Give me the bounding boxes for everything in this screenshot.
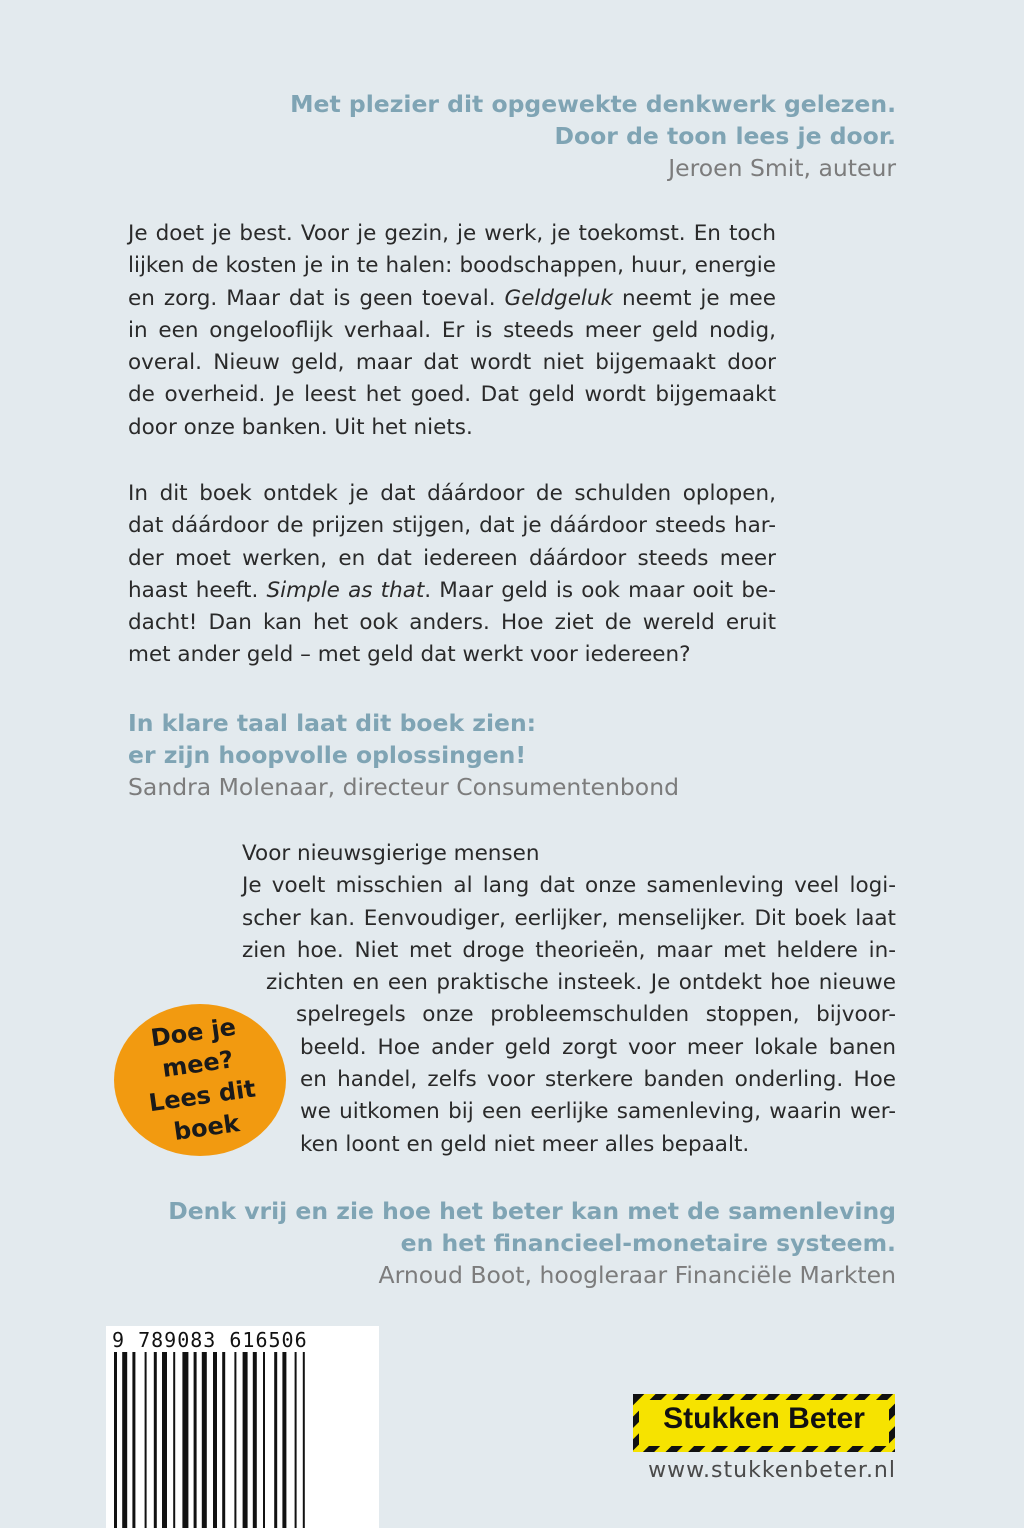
barcode-bar (202, 1352, 207, 1528)
text-line: zichten en een praktische insteek. Je ontdekt hoe nieuwe (266, 970, 896, 996)
quote-author: Arnoud Boot, hoogleraar Financiële Markten (378, 1261, 896, 1289)
quote-author: Sandra Molenaar, directeur Consumentenbond (128, 773, 679, 801)
logo-text: Stukken Beter (663, 1402, 865, 1435)
text-line: de overheid. Je leest het goed. Dat geld wordt bijgemaakt (128, 382, 776, 408)
quote-jeroen-smit (290, 88, 896, 184)
barcode-bar (145, 1352, 147, 1528)
text-line: in een ongelooflijk verhaal. Er is steeds meer geld nodig, (128, 317, 776, 343)
section-heading: Voor nieuwsgierige mensen (242, 841, 540, 866)
text-fragment: en zorg. Maar dat is geen toeval. (128, 285, 505, 311)
quote-line: en het financieel-monetaire systeem. (400, 1229, 896, 1257)
text-line: en handel, zelfs voor sterkere banden onderling. Hoe (300, 1067, 896, 1093)
intro-paragraph (128, 218, 776, 444)
quote-line: Denk vrij en zie hoe het beter kan met de samenleving (168, 1197, 896, 1225)
barcode-bar (263, 1352, 265, 1528)
italic-phrase: Simple as that (266, 577, 425, 603)
text-line: scher kan. Eenvoudiger, eerlijker, menselijker. Dit boek laat (242, 905, 896, 931)
badge-text: Doe je mee? Lees dit boek (147, 1012, 258, 1146)
text-fragment: . Maar geld is ook maar ooit be- (424, 577, 776, 603)
text-line: Je doet je best. Voor je gezin, je werk, je toekomst. En toch (128, 221, 776, 246)
text-line (128, 283, 776, 315)
call-to-action-badge (114, 1004, 286, 1156)
barcode-bar (114, 1352, 117, 1528)
text-line: zien hoe. Niet met droge theorieën, maar met heldere in- (242, 937, 896, 963)
text-line: beeld. Hoe ander geld zorgt voor meer lokale banen (300, 1034, 896, 1060)
barcode-bar (182, 1352, 188, 1528)
barcode-bar (282, 1352, 286, 1528)
text-fragment: neemt je mee (612, 285, 776, 311)
book-title-italic: Geldgeluk (504, 285, 613, 311)
barcode-bar (253, 1352, 257, 1528)
text-line: der moet werken, en dat iedereen dáárdoor steeds meer (128, 545, 776, 571)
barcode-bar (162, 1352, 167, 1528)
barcode-bar (303, 1352, 305, 1528)
publisher-logo (633, 1394, 895, 1452)
barcode-bar (222, 1352, 225, 1528)
text-line: spelregels onze probleemschulden stoppen, bijvoor- (296, 1002, 896, 1028)
text-line (128, 575, 776, 607)
text-line: Je voelt misschien al lang dat onze samenleving veel logi- (242, 873, 896, 899)
quote-author: Jeroen Smit, auteur (668, 154, 896, 182)
barcode-bar (234, 1352, 236, 1528)
barcode-bar (274, 1352, 277, 1528)
text-line: we uitkomen bij een eerlijke samenleving, waarin wer- (300, 1099, 896, 1125)
quote-sandra-molenaar (128, 707, 679, 803)
barcode-bar (122, 1352, 127, 1528)
publisher-website: www.stukkenbeter.nl (648, 1458, 896, 1483)
quote-line: Met plezier dit opgewekte denkwerk gelezen. (290, 90, 896, 118)
barcode-bar (243, 1352, 248, 1528)
quote-line: er zijn hoopvolle oplossingen! (128, 741, 527, 769)
barcode-digits: 9 789083 616506 (112, 1328, 308, 1352)
barcode-bar (213, 1352, 217, 1528)
text-fragment: haast heeft. (128, 577, 267, 603)
text-line: dacht! Dan kan het ook anders. Hoe ziet de wereld eruit (128, 610, 776, 636)
quote-line: In klare taal laat dit boek zien: (128, 709, 537, 737)
quote-line: Door de toon lees je door. (554, 122, 896, 150)
text-line: overal. Nieuw geld, maar dat wordt niet bijgemaakt door (128, 350, 776, 376)
quote-arnoud-boot (168, 1195, 896, 1291)
barcode-bar (173, 1352, 175, 1528)
barcode-bar (295, 1352, 297, 1528)
barcode-bar (132, 1352, 135, 1528)
curious-people-section (242, 838, 896, 1161)
text-line: dat dáárdoor de prijzen stijgen, dat je dáárdoor steeds har- (128, 513, 776, 539)
barcode-bars (106, 1352, 379, 1528)
text-line: ken loont en geld niet meer alles bepaalt. (300, 1131, 750, 1157)
body-paragraph (128, 478, 776, 672)
barcode-bar (194, 1352, 197, 1528)
text-line: door onze banken. Uit het niets. (128, 414, 473, 440)
barcode-bar (154, 1352, 157, 1528)
text-line: met ander geld – met geld dat werkt voor iedereen? (128, 642, 691, 668)
text-line: lijken de kosten je in te halen: boodschappen, huur, energie (128, 253, 776, 279)
text-line: In dit boek ontdek je dat dáárdoor de schulden oplopen, (128, 481, 776, 506)
isbn-barcode (106, 1326, 379, 1528)
